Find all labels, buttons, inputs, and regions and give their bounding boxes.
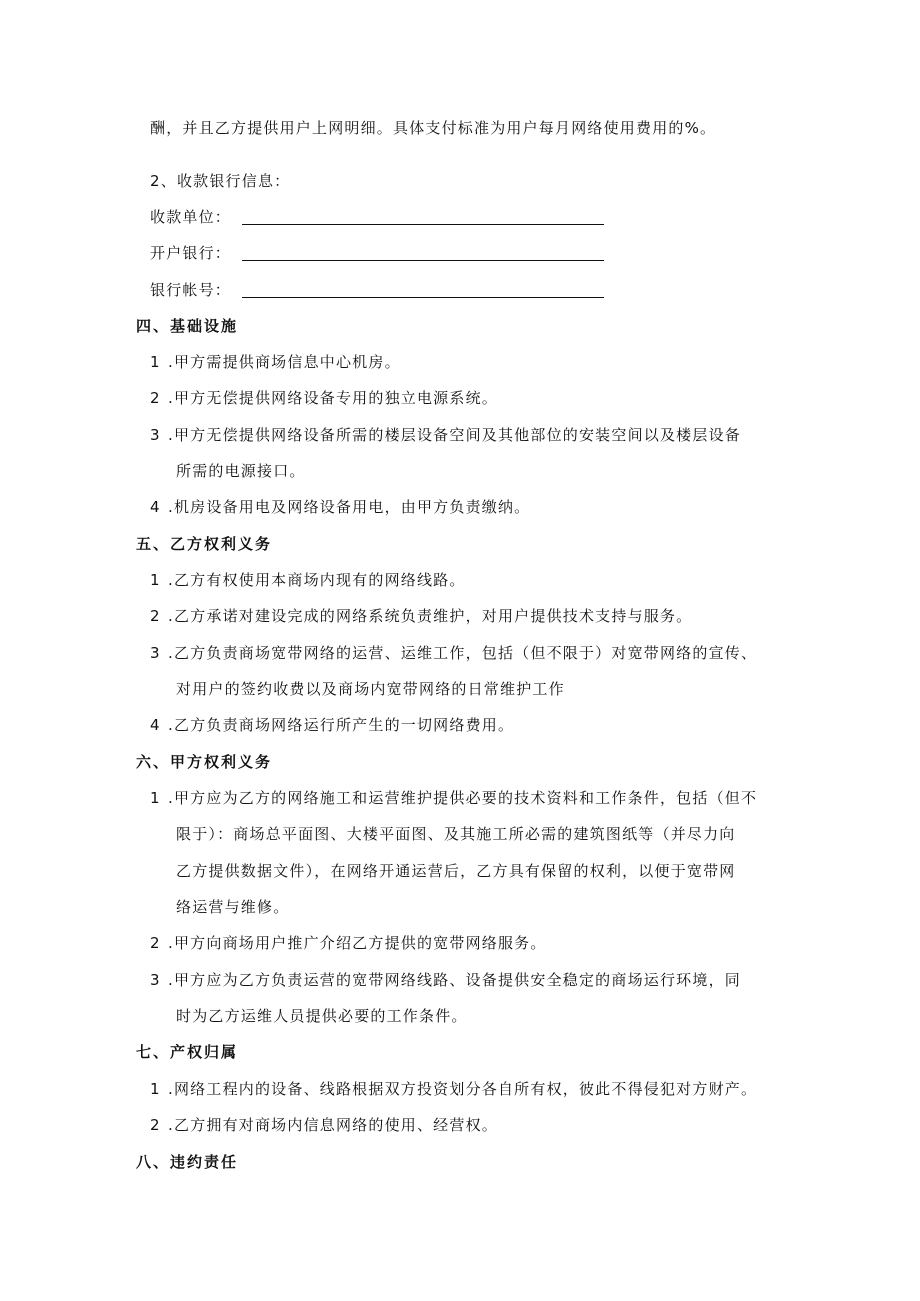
paragraph-continuation: 酬，并且乙方提供用户上网明细。具体支付标准为用户每月网络使用费用的%。 xyxy=(150,119,717,137)
list-item xyxy=(150,1078,757,1100)
item-number: 3 xyxy=(150,426,161,444)
section-5-heading: 五、乙方权利义务 xyxy=(136,535,273,553)
list-item xyxy=(150,969,741,991)
account-number-blank-line xyxy=(242,297,604,298)
item-text: .乙方负责商场网络运行所产生的一切网络费用。 xyxy=(168,716,515,734)
list-item xyxy=(150,1114,498,1136)
item-text: .乙方拥有对商场内信息网络的使用、经营权。 xyxy=(168,1116,498,1134)
list-item xyxy=(150,424,741,446)
item-text: .机房设备用电及网络设备用电，由甲方负责缴纳。 xyxy=(168,498,531,516)
list-item xyxy=(150,387,498,409)
payee-blank-line xyxy=(242,224,604,225)
bank-name-label: 开户银行： xyxy=(150,244,232,262)
section-4-heading: 四、基础设施 xyxy=(136,317,239,335)
item-continuation: 时为乙方运维人员提供必要的工作条件。 xyxy=(176,1007,468,1025)
list-item xyxy=(150,605,692,627)
item-text: .甲方无偿提供网络设备所需的楼层设备空间及其他部位的安装空间以及楼层设备 xyxy=(168,426,741,444)
section-7-heading: 七、产权归属 xyxy=(136,1043,239,1061)
item-text: .甲方无偿提供网络设备专用的独立电源系统。 xyxy=(168,389,498,407)
item-text: .网络工程内的设备、线路根据双方投资划分各自所有权，彼此不得侵犯对方财产。 xyxy=(168,1080,758,1098)
bank-name-blank-line xyxy=(242,260,604,261)
item-number: 1 xyxy=(150,1080,161,1098)
item-text: .甲方应为乙方负责运营的宽带网络线路、设备提供安全稳定的商场运行环境，同 xyxy=(168,971,741,989)
item-continuation: 对用户的签约收费以及商场内宽带网络的日常维护工作 xyxy=(176,680,565,698)
item-text: .乙方有权使用本商场内现有的网络线路。 xyxy=(168,571,466,589)
list-item xyxy=(150,569,466,591)
item-number: 3 xyxy=(150,971,161,989)
item-text: .乙方负责商场宽带网络的运营、运维工作，包括（但不限于）对宽带网络的宣传、 xyxy=(168,644,758,662)
item-number: 2 xyxy=(150,607,161,625)
item-continuation: 络运营与维修。 xyxy=(176,898,290,916)
item-continuation: 所需的电源接口。 xyxy=(176,462,306,480)
payee-label: 收款单位： xyxy=(150,208,232,226)
list-item xyxy=(150,787,757,809)
section-8-heading: 八、违约责任 xyxy=(136,1153,239,1171)
item-number: 2 xyxy=(150,934,161,952)
list-item xyxy=(150,932,547,954)
item-continuation: 乙方提供数据文件），在网络开通运营后，乙方具有保留的权利，以便于宽带网 xyxy=(176,862,736,880)
item-text: .乙方承诺对建设完成的网络系统负责维护，对用户提供技术支持与服务。 xyxy=(168,607,693,625)
list-item xyxy=(150,351,401,373)
list-item xyxy=(150,642,757,664)
list-item xyxy=(150,496,530,518)
item-number: 4 xyxy=(150,498,161,516)
item-text: .甲方向商场用户推广介绍乙方提供的宽带网络服务。 xyxy=(168,934,547,952)
item-text: .甲方需提供商场信息中心机房。 xyxy=(168,353,401,371)
item-continuation: 限于）：商场总平面图、大楼平面图、及其施工所必需的建筑图纸等（并尽力向 xyxy=(176,825,736,843)
item-number: 1 xyxy=(150,353,161,371)
list-item xyxy=(150,714,514,736)
account-number-label: 银行帐号： xyxy=(150,281,232,299)
item-number: 2 xyxy=(150,1116,161,1134)
item-number: 1 xyxy=(150,571,161,589)
bank-info-title: 2、收款银行信息： xyxy=(150,172,291,190)
section-6-heading: 六、甲方权利义务 xyxy=(136,753,273,771)
item-number: 3 xyxy=(150,644,161,662)
item-number: 1 xyxy=(150,789,161,807)
item-number: 2 xyxy=(150,389,161,407)
item-number: 4 xyxy=(150,716,161,734)
item-text: .甲方应为乙方的网络施工和运营维护提供必要的技术资料和工作条件，包括（但不 xyxy=(168,789,758,807)
